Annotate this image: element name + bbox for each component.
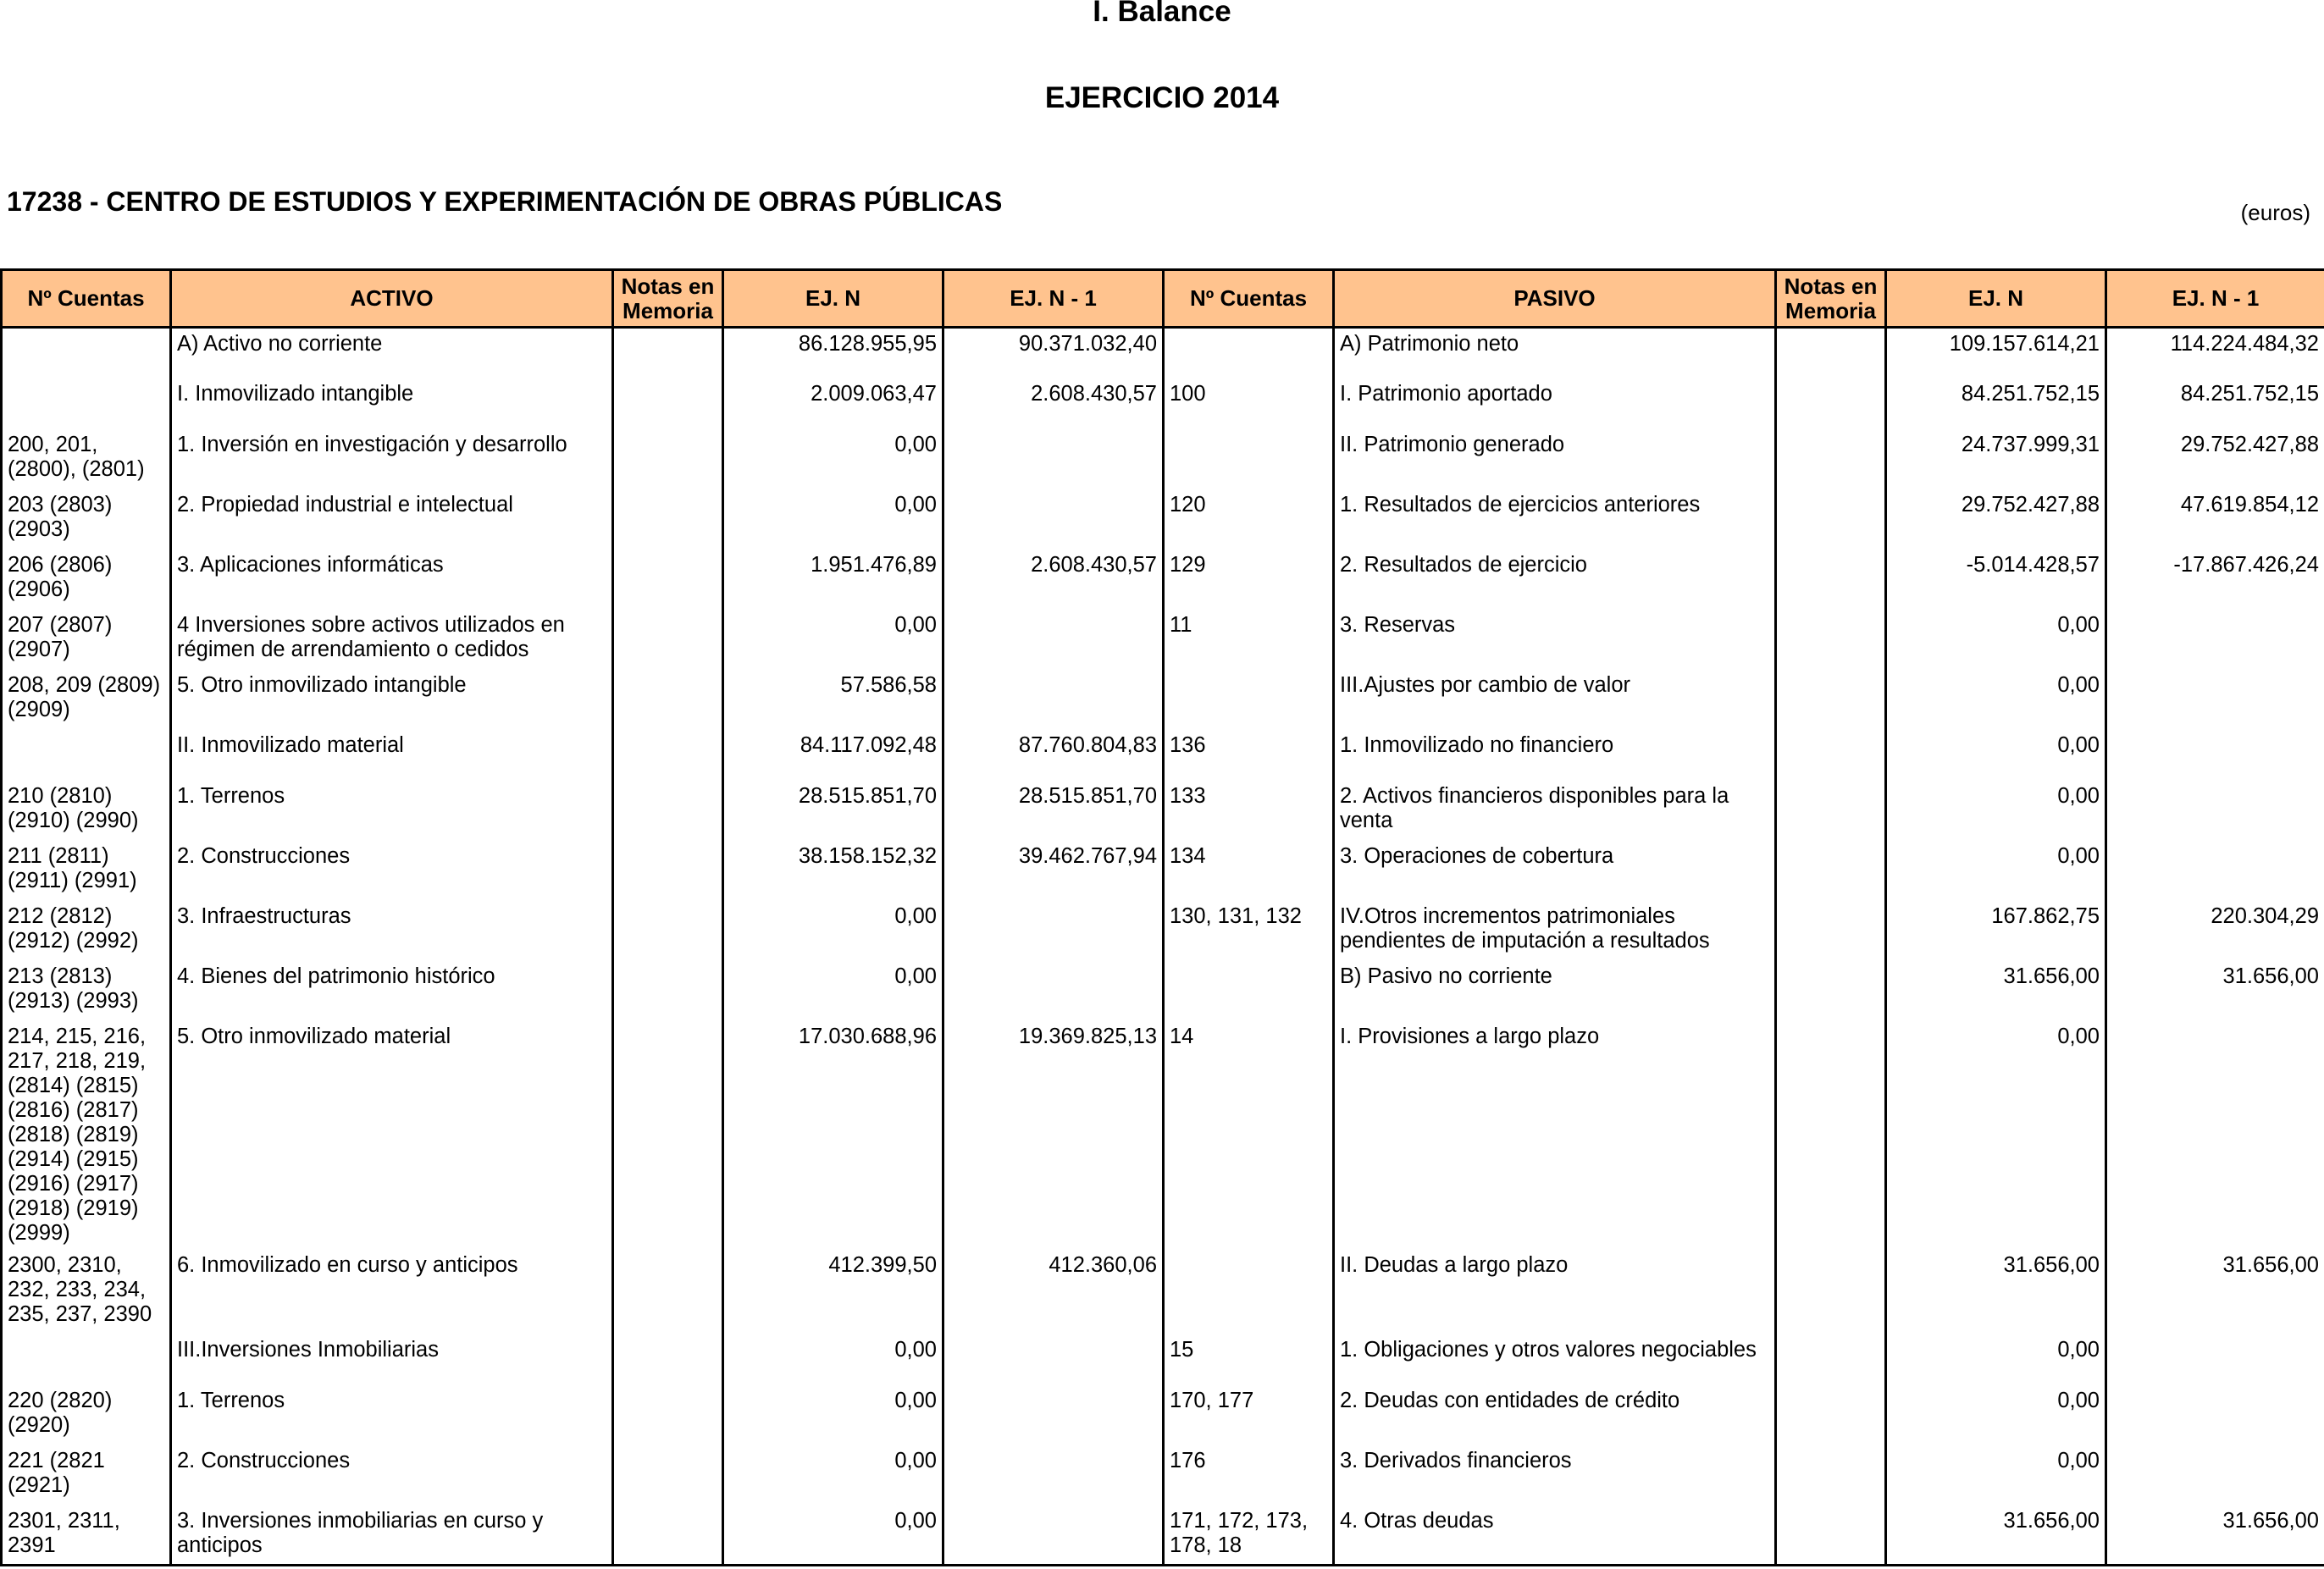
cell-ejn1-pasivo bbox=[2106, 1021, 2324, 1250]
cell-notas-activo bbox=[613, 1021, 723, 1250]
cell-notas-pasivo bbox=[1776, 901, 1886, 961]
cell-ejn1-pasivo: 29.752.427,88 bbox=[2106, 429, 2324, 489]
table-row bbox=[2, 429, 2324, 489]
entity-heading: 17238 - CENTRO DE ESTUDIOS Y EXPERIMENTACIÓN DE OBRAS PÚBLICAS bbox=[7, 186, 1003, 217]
cell-cuentas-pasivo: 170, 177 bbox=[1164, 1385, 1334, 1445]
cell-ejn-pasivo: 0,00 bbox=[1886, 1021, 2106, 1250]
cell-ejn-pasivo: 0,00 bbox=[1886, 670, 2106, 730]
cell-ejn1-activo bbox=[943, 1505, 1164, 1566]
cell-notas-activo bbox=[613, 610, 723, 670]
cell-activo-concepto: A) Activo no corriente bbox=[171, 328, 613, 378]
cell-ejn1-pasivo bbox=[2106, 1385, 2324, 1445]
cell-notas-activo bbox=[613, 328, 723, 378]
cell-cuentas-activo: 203 (2803) (2903) bbox=[2, 489, 171, 550]
cell-ejn-activo: 0,00 bbox=[723, 961, 943, 1021]
cell-ejn1-activo bbox=[943, 670, 1164, 730]
cell-ejn1-pasivo: 114.224.484,32 bbox=[2106, 328, 2324, 378]
cell-cuentas-activo bbox=[2, 328, 171, 378]
cell-cuentas-pasivo bbox=[1164, 961, 1334, 1021]
cell-activo-concepto: 2. Propiedad industrial e intelectual bbox=[171, 489, 613, 550]
cell-pasivo-concepto: 4. Otras deudas bbox=[1334, 1505, 1776, 1566]
cell-activo-concepto: I. Inmovilizado intangible bbox=[171, 378, 613, 429]
cell-ejn1-activo bbox=[943, 901, 1164, 961]
cell-cuentas-pasivo: 171, 172, 173, 178, 18 bbox=[1164, 1505, 1334, 1566]
cell-pasivo-concepto: B) Pasivo no corriente bbox=[1334, 961, 1776, 1021]
cell-ejn1-activo bbox=[943, 489, 1164, 550]
cell-ejn1-pasivo bbox=[2106, 841, 2324, 901]
cell-cuentas-activo bbox=[2, 730, 171, 781]
cell-notas-activo bbox=[613, 670, 723, 730]
cell-ejn-pasivo: 31.656,00 bbox=[1886, 961, 2106, 1021]
cell-notas-activo bbox=[613, 489, 723, 550]
cell-ejn-pasivo: 167.862,75 bbox=[1886, 901, 2106, 961]
cell-ejn-activo: 0,00 bbox=[723, 1385, 943, 1445]
cell-ejn-activo: 28.515.851,70 bbox=[723, 781, 943, 841]
cell-ejn-activo: 84.117.092,48 bbox=[723, 730, 943, 781]
cell-notas-activo bbox=[613, 1445, 723, 1505]
table-row bbox=[2, 328, 2324, 378]
cell-notas-activo bbox=[613, 1334, 723, 1385]
cell-cuentas-activo: 210 (2810) (2910) (2990) bbox=[2, 781, 171, 841]
cell-ejn1-pasivo bbox=[2106, 730, 2324, 781]
col-header-activo: ACTIVO bbox=[171, 270, 613, 328]
cell-activo-concepto: 4. Bienes del patrimonio histórico bbox=[171, 961, 613, 1021]
cell-cuentas-activo bbox=[2, 378, 171, 429]
cell-ejn-activo: 0,00 bbox=[723, 901, 943, 961]
cell-cuentas-pasivo: 136 bbox=[1164, 730, 1334, 781]
cell-ejn1-pasivo: 31.656,00 bbox=[2106, 1250, 2324, 1334]
cell-ejn1-activo bbox=[943, 1385, 1164, 1445]
cell-notas-pasivo bbox=[1776, 1445, 1886, 1505]
cell-cuentas-activo bbox=[2, 1334, 171, 1385]
cell-ejn1-pasivo: 220.304,29 bbox=[2106, 901, 2324, 961]
cell-ejn-activo: 0,00 bbox=[723, 610, 943, 670]
cell-cuentas-activo: 220 (2820) (2920) bbox=[2, 1385, 171, 1445]
table-header-row bbox=[2, 270, 2324, 328]
cell-cuentas-pasivo: 176 bbox=[1164, 1445, 1334, 1505]
cell-ejn-pasivo: 29.752.427,88 bbox=[1886, 489, 2106, 550]
table-row bbox=[2, 781, 2324, 841]
cell-pasivo-concepto: III.Ajustes por cambio de valor bbox=[1334, 670, 1776, 730]
cell-cuentas-pasivo bbox=[1164, 429, 1334, 489]
cell-activo-concepto: 1. Terrenos bbox=[171, 1385, 613, 1445]
cell-notas-activo bbox=[613, 901, 723, 961]
table-row bbox=[2, 670, 2324, 730]
cell-ejn-pasivo: 0,00 bbox=[1886, 610, 2106, 670]
cell-pasivo-concepto: I. Patrimonio aportado bbox=[1334, 378, 1776, 429]
cell-pasivo-concepto: 3. Derivados financieros bbox=[1334, 1445, 1776, 1505]
table-row bbox=[2, 1445, 2324, 1505]
cell-cuentas-activo: 207 (2807) (2907) bbox=[2, 610, 171, 670]
cell-ejn-activo: 2.009.063,47 bbox=[723, 378, 943, 429]
table-row bbox=[2, 961, 2324, 1021]
cell-notas-pasivo bbox=[1776, 1250, 1886, 1334]
table-body bbox=[2, 328, 2324, 1566]
cell-ejn-activo: 0,00 bbox=[723, 1505, 943, 1566]
cell-ejn1-activo bbox=[943, 1334, 1164, 1385]
cell-activo-concepto: 1. Terrenos bbox=[171, 781, 613, 841]
cell-ejn-pasivo: 31.656,00 bbox=[1886, 1250, 2106, 1334]
cell-activo-concepto: 3. Infraestructuras bbox=[171, 901, 613, 961]
cell-ejn1-activo bbox=[943, 1445, 1164, 1505]
cell-ejn-activo: 0,00 bbox=[723, 429, 943, 489]
cell-ejn-pasivo: 0,00 bbox=[1886, 781, 2106, 841]
cell-notas-pasivo bbox=[1776, 841, 1886, 901]
table-row bbox=[2, 489, 2324, 550]
table-row bbox=[2, 1250, 2324, 1334]
cell-ejn1-pasivo bbox=[2106, 1334, 2324, 1385]
cell-pasivo-concepto: II. Deudas a largo plazo bbox=[1334, 1250, 1776, 1334]
cell-ejn-activo: 0,00 bbox=[723, 489, 943, 550]
cell-ejn-pasivo: 0,00 bbox=[1886, 1385, 2106, 1445]
cell-ejn-activo: 57.586,58 bbox=[723, 670, 943, 730]
cell-cuentas-activo: 2301, 2311, 2391 bbox=[2, 1505, 171, 1566]
page-title: I. Balance bbox=[1093, 0, 1231, 28]
cell-ejn-pasivo: -5.014.428,57 bbox=[1886, 550, 2106, 610]
cell-ejn1-pasivo bbox=[2106, 1445, 2324, 1505]
cell-ejn1-activo bbox=[943, 429, 1164, 489]
cell-notas-activo bbox=[613, 1250, 723, 1334]
cell-notas-activo bbox=[613, 1505, 723, 1566]
table-row bbox=[2, 1021, 2324, 1250]
cell-activo-concepto: 5. Otro inmovilizado material bbox=[171, 1021, 613, 1250]
cell-notas-activo bbox=[613, 1385, 723, 1445]
table-row bbox=[2, 1334, 2324, 1385]
cell-cuentas-activo: 200, 201, (2800), (2801) bbox=[2, 429, 171, 489]
cell-ejn1-activo: 28.515.851,70 bbox=[943, 781, 1164, 841]
cell-cuentas-pasivo bbox=[1164, 1250, 1334, 1334]
col-header-cuentas-activo: Nº Cuentas bbox=[2, 270, 171, 328]
cell-pasivo-concepto: 1. Resultados de ejercicios anteriores bbox=[1334, 489, 1776, 550]
table-row bbox=[2, 550, 2324, 610]
cell-notas-pasivo bbox=[1776, 1505, 1886, 1566]
cell-notas-pasivo bbox=[1776, 1021, 1886, 1250]
cell-pasivo-concepto: I. Provisiones a largo plazo bbox=[1334, 1021, 1776, 1250]
cell-notas-pasivo bbox=[1776, 550, 1886, 610]
cell-ejn1-pasivo: 31.656,00 bbox=[2106, 961, 2324, 1021]
cell-cuentas-pasivo: 120 bbox=[1164, 489, 1334, 550]
table-row bbox=[2, 378, 2324, 429]
cell-notas-pasivo bbox=[1776, 429, 1886, 489]
cell-cuentas-pasivo: 129 bbox=[1164, 550, 1334, 610]
cell-notas-activo bbox=[613, 730, 723, 781]
cell-notas-pasivo bbox=[1776, 1334, 1886, 1385]
cell-activo-concepto: 3. Aplicaciones informáticas bbox=[171, 550, 613, 610]
cell-notas-pasivo bbox=[1776, 378, 1886, 429]
cell-ejn1-activo bbox=[943, 610, 1164, 670]
cell-pasivo-concepto: IV.Otros incrementos patrimoniales pendientes de imputación a resultados bbox=[1334, 901, 1776, 961]
cell-notas-activo bbox=[613, 429, 723, 489]
cell-cuentas-pasivo: 100 bbox=[1164, 378, 1334, 429]
cell-cuentas-activo: 206 (2806) (2906) bbox=[2, 550, 171, 610]
cell-notas-activo bbox=[613, 781, 723, 841]
cell-activo-concepto: 1. Inversión en investigación y desarrollo bbox=[171, 429, 613, 489]
cell-ejn1-activo: 2.608.430,57 bbox=[943, 378, 1164, 429]
cell-ejn1-pasivo: -17.867.426,24 bbox=[2106, 550, 2324, 610]
cell-cuentas-pasivo: 130, 131, 132 bbox=[1164, 901, 1334, 961]
table-row bbox=[2, 730, 2324, 781]
cell-pasivo-concepto: 2. Deudas con entidades de crédito bbox=[1334, 1385, 1776, 1445]
cell-pasivo-concepto: 1. Inmovilizado no financiero bbox=[1334, 730, 1776, 781]
cell-cuentas-pasivo: 134 bbox=[1164, 841, 1334, 901]
cell-ejn-activo: 17.030.688,96 bbox=[723, 1021, 943, 1250]
cell-ejn-activo: 86.128.955,95 bbox=[723, 328, 943, 378]
table-row bbox=[2, 901, 2324, 961]
cell-activo-concepto: III.Inversiones Inmobiliarias bbox=[171, 1334, 613, 1385]
units-label: (euros) bbox=[2240, 200, 2310, 225]
cell-ejn-pasivo: 0,00 bbox=[1886, 1445, 2106, 1505]
col-header-ejn-activo: EJ. N bbox=[723, 270, 943, 328]
cell-ejn1-pasivo bbox=[2106, 670, 2324, 730]
cell-ejn-activo: 38.158.152,32 bbox=[723, 841, 943, 901]
cell-cuentas-pasivo: 14 bbox=[1164, 1021, 1334, 1250]
cell-cuentas-pasivo: 133 bbox=[1164, 781, 1334, 841]
cell-ejn1-activo: 412.360,06 bbox=[943, 1250, 1164, 1334]
balance-table bbox=[0, 268, 2324, 1566]
cell-notas-pasivo bbox=[1776, 489, 1886, 550]
cell-ejn-pasivo: 0,00 bbox=[1886, 1334, 2106, 1385]
cell-cuentas-activo: 208, 209 (2809) (2909) bbox=[2, 670, 171, 730]
cell-ejn-pasivo: 0,00 bbox=[1886, 841, 2106, 901]
cell-cuentas-activo: 213 (2813) (2913) (2993) bbox=[2, 961, 171, 1021]
cell-ejn-pasivo: 84.251.752,15 bbox=[1886, 378, 2106, 429]
cell-notas-pasivo bbox=[1776, 781, 1886, 841]
cell-activo-concepto: II. Inmovilizado material bbox=[171, 730, 613, 781]
cell-cuentas-pasivo bbox=[1164, 328, 1334, 378]
cell-notas-activo bbox=[613, 961, 723, 1021]
cell-ejn1-activo bbox=[943, 961, 1164, 1021]
cell-activo-concepto: 2. Construcciones bbox=[171, 1445, 613, 1505]
cell-activo-concepto: 2. Construcciones bbox=[171, 841, 613, 901]
cell-pasivo-concepto: 2. Resultados de ejercicio bbox=[1334, 550, 1776, 610]
table-row bbox=[2, 610, 2324, 670]
cell-ejn-pasivo: 0,00 bbox=[1886, 730, 2106, 781]
cell-ejn1-activo: 87.760.804,83 bbox=[943, 730, 1164, 781]
cell-ejn1-activo: 2.608.430,57 bbox=[943, 550, 1164, 610]
cell-pasivo-concepto: II. Patrimonio generado bbox=[1334, 429, 1776, 489]
col-header-cuentas-pasivo: Nº Cuentas bbox=[1164, 270, 1334, 328]
cell-ejn-activo: 412.399,50 bbox=[723, 1250, 943, 1334]
cell-cuentas-pasivo: 11 bbox=[1164, 610, 1334, 670]
cell-ejn-pasivo: 24.737.999,31 bbox=[1886, 429, 2106, 489]
cell-activo-concepto: 3. Inversiones inmobiliarias en curso y anticipos bbox=[171, 1505, 613, 1566]
cell-ejn-pasivo: 109.157.614,21 bbox=[1886, 328, 2106, 378]
cell-ejn1-activo: 90.371.032,40 bbox=[943, 328, 1164, 378]
col-header-pasivo: PASIVO bbox=[1334, 270, 1776, 328]
cell-notas-pasivo bbox=[1776, 730, 1886, 781]
cell-cuentas-pasivo bbox=[1164, 670, 1334, 730]
cell-notas-activo bbox=[613, 378, 723, 429]
cell-ejn1-pasivo bbox=[2106, 610, 2324, 670]
cell-ejn1-pasivo: 31.656,00 bbox=[2106, 1505, 2324, 1566]
cell-notas-activo bbox=[613, 550, 723, 610]
cell-notas-activo bbox=[613, 841, 723, 901]
cell-cuentas-activo: 212 (2812) (2912) (2992) bbox=[2, 901, 171, 961]
cell-pasivo-concepto: 3. Operaciones de cobertura bbox=[1334, 841, 1776, 901]
cell-cuentas-activo: 211 (2811) (2911) (2991) bbox=[2, 841, 171, 901]
cell-ejn-activo: 0,00 bbox=[723, 1445, 943, 1505]
cell-ejn1-pasivo: 84.251.752,15 bbox=[2106, 378, 2324, 429]
cell-activo-concepto: 4 Inversiones sobre activos utilizados en régimen de arrendamiento o cedidos bbox=[171, 610, 613, 670]
cell-ejn1-activo: 39.462.767,94 bbox=[943, 841, 1164, 901]
cell-ejn1-activo: 19.369.825,13 bbox=[943, 1021, 1164, 1250]
cell-notas-pasivo bbox=[1776, 1385, 1886, 1445]
cell-ejn-activo: 1.951.476,89 bbox=[723, 550, 943, 610]
cell-activo-concepto: 5. Otro inmovilizado intangible bbox=[171, 670, 613, 730]
cell-cuentas-activo: 2300, 2310, 232, 233, 234, 235, 237, 2390 bbox=[2, 1250, 171, 1334]
col-header-ejn-pasivo: EJ. N bbox=[1886, 270, 2106, 328]
col-header-notas-pasivo: Notas en Memoria bbox=[1776, 270, 1886, 328]
cell-notas-pasivo bbox=[1776, 961, 1886, 1021]
col-header-notas-activo: Notas en Memoria bbox=[613, 270, 723, 328]
cell-notas-pasivo bbox=[1776, 610, 1886, 670]
cell-pasivo-concepto: 2. Activos financieros disponibles para la venta bbox=[1334, 781, 1776, 841]
cell-cuentas-activo: 214, 215, 216, 217, 218, 219, (2814) (2815) (2816) (2817) (2818) (2819) (2914) (2915) (2916) (2917) (2918) (2919) (2999) bbox=[2, 1021, 171, 1250]
cell-pasivo-concepto: 3. Reservas bbox=[1334, 610, 1776, 670]
cell-activo-concepto: 6. Inmovilizado en curso y anticipos bbox=[171, 1250, 613, 1334]
table-row bbox=[2, 1385, 2324, 1445]
cell-ejn1-pasivo bbox=[2106, 781, 2324, 841]
cell-notas-pasivo bbox=[1776, 670, 1886, 730]
table-row bbox=[2, 1505, 2324, 1566]
cell-ejn-activo: 0,00 bbox=[723, 1334, 943, 1385]
cell-notas-pasivo bbox=[1776, 328, 1886, 378]
cell-cuentas-pasivo: 15 bbox=[1164, 1334, 1334, 1385]
cell-pasivo-concepto: 1. Obligaciones y otros valores negociables bbox=[1334, 1334, 1776, 1385]
col-header-ejn1-pasivo: EJ. N - 1 bbox=[2106, 270, 2324, 328]
col-header-ejn1-activo: EJ. N - 1 bbox=[943, 270, 1164, 328]
page-subtitle: EJERCICIO 2014 bbox=[1044, 81, 1280, 114]
cell-ejn-pasivo: 31.656,00 bbox=[1886, 1505, 2106, 1566]
table-row bbox=[2, 841, 2324, 901]
cell-cuentas-activo: 221 (2821 (2921) bbox=[2, 1445, 171, 1505]
cell-ejn1-pasivo: 47.619.854,12 bbox=[2106, 489, 2324, 550]
cell-pasivo-concepto: A) Patrimonio neto bbox=[1334, 328, 1776, 378]
